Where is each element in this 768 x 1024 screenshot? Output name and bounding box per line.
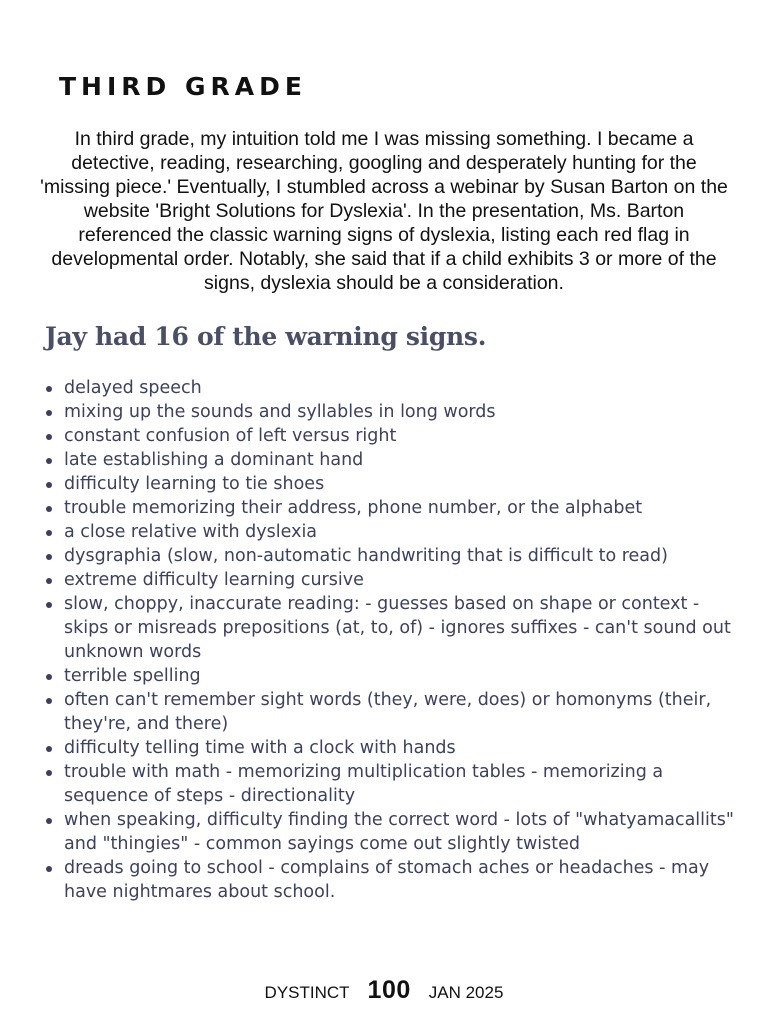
section-heading: THIRD GRADE [59, 72, 307, 101]
warning-signs-subheading: Jay had 16 of the warning signs. [45, 322, 487, 351]
list-item: when speaking, difficulty finding the correct word - lots of "whatyamacallits" and "thingies" - common sayings come out slightly twisted [40, 808, 740, 856]
list-item: delayed speech [40, 376, 740, 400]
intro-paragraph: In third grade, my intuition told me I was missing something. I became a detective, reading, researching, googling and desperately hunting for the 'missing piece.' Eventually, I stumbled across a webinar by Susan Barton on the website 'Bright Solutions for Dyslexia'. In the presentation, Ms. Barton referenced the classic warning signs of dyslexia, listing each red flag in developmental order. Notably, she said that if a child exhibits 3 or more of the signs, dyslexia should be a consideration. [40, 128, 728, 294]
page-footer [0, 976, 768, 1005]
list-item: trouble memorizing their address, phone number, or the alphabet [40, 496, 740, 520]
list-item: slow, choppy, inaccurate reading: - guesses based on shape or context - skips or misreads prepositions (at, to, of) - ignores suffixes - can't sound out unknown words [40, 592, 740, 664]
list-item: dreads going to school - complains of stomach aches or headaches - may have nightmares about school. [40, 856, 740, 904]
list-item: difficulty learning to tie shoes [40, 472, 740, 496]
list-item: extreme difficulty learning cursive [40, 568, 740, 592]
list-item: trouble with math - memorizing multiplication tables - memorizing a sequence of steps - directionality [40, 760, 740, 808]
list-item: mixing up the sounds and syllables in long words [40, 400, 740, 424]
list-item: terrible spelling [40, 664, 740, 688]
list-item: constant confusion of left versus right [40, 424, 740, 448]
list-item: a close relative with dyslexia [40, 520, 740, 544]
list-item: late establishing a dominant hand [40, 448, 740, 472]
list-item: difficulty telling time with a clock with hands [40, 736, 740, 760]
issue-date: JAN 2025 [428, 983, 504, 1002]
list-item: dysgraphia (slow, non-automatic handwriting that is difficult to read) [40, 544, 740, 568]
magazine-name: DYSTINCT [264, 983, 350, 1002]
page-number: 100 [367, 976, 411, 1004]
list-item: often can't remember sight words (they, were, does) or homonyms (their, they're, and there) [40, 688, 740, 736]
warning-signs-list [40, 376, 740, 904]
